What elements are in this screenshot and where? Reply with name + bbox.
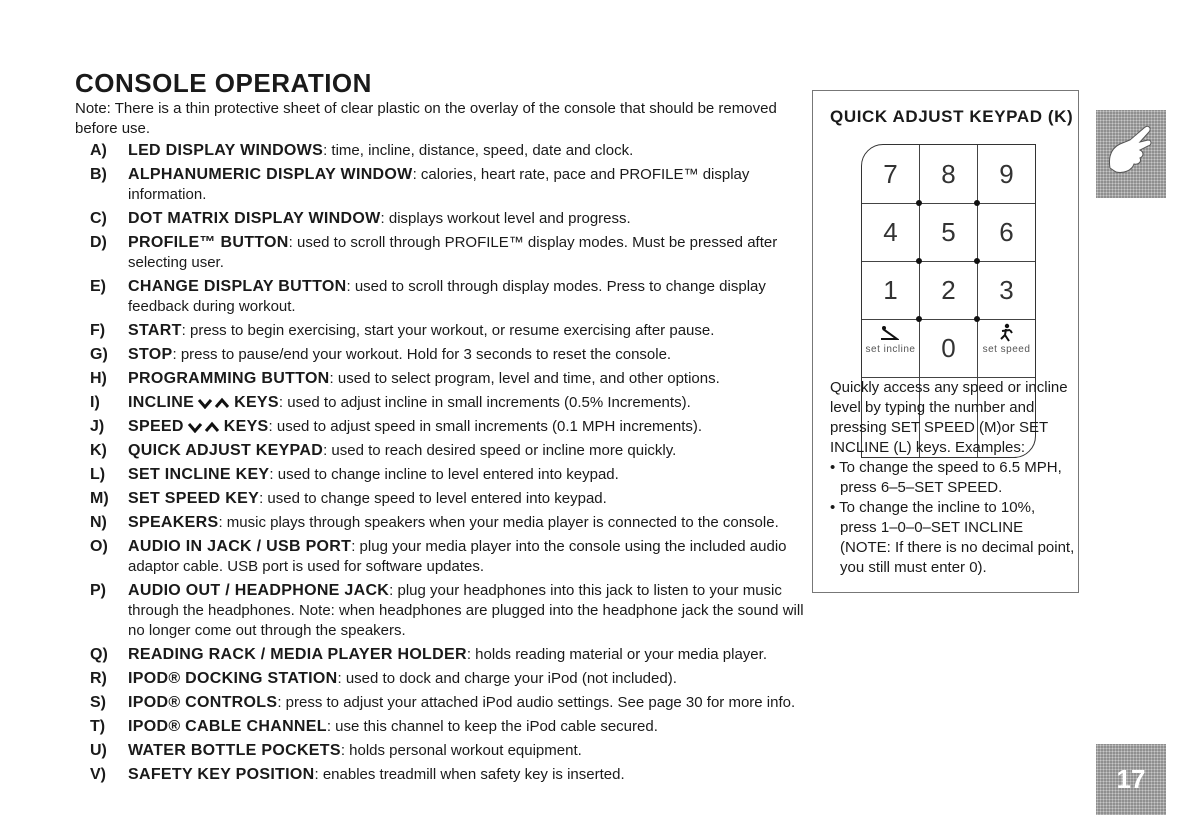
page-number-tab (1096, 744, 1166, 815)
item-description: : used to reach desired speed or incline more quickly. (323, 442, 677, 459)
item-term: WATER BOTTLE POCKETS (128, 742, 341, 759)
list-item (90, 645, 810, 665)
item-letter: I) (90, 394, 100, 411)
list-item (90, 717, 810, 737)
up-down-arrows-icon (197, 397, 231, 409)
item-body (128, 393, 810, 413)
quick-adjust-panel (812, 90, 1079, 593)
list-item (90, 277, 810, 317)
key-2[interactable]: 2 (941, 274, 956, 305)
item-letter: L) (90, 466, 106, 483)
key-7[interactable]: 7 (883, 158, 898, 189)
item-description: : used to scroll through PROFILE™ display modes. Must be pressed after selecting user. (128, 234, 778, 271)
item-term-suffix: KEYS (223, 418, 269, 435)
list-item (90, 369, 810, 389)
section-tab (1096, 110, 1166, 198)
item-body (128, 693, 810, 713)
item-letter: F) (90, 322, 106, 339)
item-body (128, 321, 810, 341)
item-letter: U) (90, 742, 107, 759)
up-down-arrows-icon (187, 421, 221, 433)
item-body (128, 581, 810, 641)
item-term: IPOD® CABLE CHANNEL (128, 718, 327, 735)
item-description: : use this channel to keep the iPod cable secured. (326, 718, 658, 735)
key-0[interactable]: 0 (941, 332, 956, 363)
item-body (128, 277, 810, 317)
item-description: : used to scroll through display modes. Press to change display feedback during workout. (128, 278, 766, 315)
item-letter: T) (90, 718, 106, 735)
item-description: : used to change incline to level entered into keypad. (269, 466, 619, 483)
item-body (128, 209, 810, 229)
item-body (128, 165, 810, 205)
item-letter: P) (90, 582, 106, 599)
key-3[interactable]: 3 (999, 274, 1014, 305)
key-5[interactable]: 5 (941, 216, 956, 247)
list-item (90, 345, 810, 365)
set-incline-key[interactable] (862, 319, 919, 377)
item-term: INCLINE (128, 394, 195, 411)
key-6[interactable]: 6 (999, 216, 1014, 247)
item-body (128, 717, 810, 737)
item-letter: S) (90, 694, 106, 711)
list-item (90, 669, 810, 689)
item-body (128, 441, 810, 461)
item-body (128, 765, 810, 785)
item-body (128, 537, 810, 577)
item-term: ALPHANUMERIC DISPLAY WINDOW (128, 166, 413, 183)
item-term: STOP (128, 346, 173, 363)
item-term: SAFETY KEY POSITION (128, 766, 315, 783)
item-term: IPOD® CONTROLS (128, 694, 278, 711)
item-letter: B) (90, 166, 107, 183)
item-letter: O) (90, 538, 108, 555)
item-term-suffix: KEYS (234, 394, 279, 411)
list-item (90, 233, 810, 273)
key-9[interactable]: 9 (999, 158, 1014, 189)
item-term: IPOD® DOCKING STATION (128, 670, 338, 687)
list-item (90, 537, 810, 577)
item-term: SET SPEED KEY (128, 490, 260, 507)
list-item (90, 741, 810, 761)
item-term: AUDIO IN JACK / USB PORT (128, 538, 352, 555)
item-letter: D) (90, 234, 107, 251)
item-description: : press to adjust your attached iPod audio settings. See page 30 for more info. (277, 694, 796, 711)
note-text: Note: There is a thin protective sheet of clear plastic on the overlay of the console that should be removed before use. (75, 100, 777, 137)
item-description: : press to begin exercising, start your workout, or resume exercising after pause. (181, 322, 715, 339)
item-description: : time, incline, distance, speed, date and clock. (323, 142, 634, 159)
item-description: : used to change speed to level entered into keypad. (259, 490, 607, 507)
item-body (128, 465, 810, 485)
item-letter: G) (90, 346, 108, 363)
item-body (128, 513, 810, 533)
item-letter: K) (90, 442, 107, 459)
example-incline: • To change the incline to 10%, press 1–0–0–SET INCLINE (NOTE: If there is no decimal point, you still must enter 0). (830, 499, 1075, 576)
item-body (128, 141, 810, 161)
item-letter: H) (90, 370, 107, 387)
item-body (128, 669, 810, 689)
key-1[interactable]: 1 (883, 274, 898, 305)
item-letter: E) (90, 278, 106, 295)
item-letter: J) (90, 418, 105, 435)
list-item (90, 141, 810, 161)
item-letter: N) (90, 514, 107, 531)
item-description: : press to pause/end your workout. Hold for 3 seconds to reset the console. (172, 346, 672, 363)
key-8[interactable]: 8 (941, 158, 956, 189)
item-description: : holds personal workout equipment. (340, 742, 582, 759)
item-letter: C) (90, 210, 107, 227)
item-body (128, 489, 810, 509)
description-text: Quickly access any speed or incline level by typing the number and pressing SET SPEED (M)or SET INCLINE (L) keys. Examples: (830, 379, 1068, 456)
list-item (90, 165, 810, 205)
list-item (90, 489, 810, 509)
item-body (128, 417, 810, 437)
item-description: : plug your media player into the console using the included audio adaptor cable. USB port is used for software updates. (128, 538, 787, 575)
runner-icon (998, 323, 1014, 343)
list-item (90, 441, 810, 461)
item-term: QUICK ADJUST KEYPAD (128, 442, 324, 459)
item-term: START (128, 322, 182, 339)
item-letter: V) (90, 766, 106, 783)
panel-title: QUICK ADJUST KEYPAD (K) (830, 107, 1074, 126)
item-body (128, 233, 810, 273)
list-item (90, 765, 810, 785)
page-number: 17 (1116, 764, 1146, 794)
item-term: DOT MATRIX DISPLAY WINDOW (128, 210, 381, 227)
item-body (128, 369, 810, 389)
item-term: SPEAKERS (128, 514, 219, 531)
incline-icon (879, 325, 899, 341)
item-term: PROFILE™ BUTTON (128, 234, 289, 251)
list-item (90, 581, 810, 641)
list-item (90, 393, 810, 413)
item-term: LED DISPLAY WINDOWS (128, 142, 324, 159)
list-item (90, 513, 810, 533)
item-description: : enables treadmill when safety key is inserted. (314, 766, 625, 783)
item-body (128, 741, 810, 761)
page-title: CONSOLE OPERATION (75, 68, 372, 98)
item-description: : displays workout level and progress. (380, 210, 631, 227)
item-letter: R) (90, 670, 107, 687)
set-speed-label: set speed (982, 344, 1031, 355)
list-item (90, 465, 810, 485)
item-letter: Q) (90, 646, 108, 663)
item-description: : used to select program, level and time, and other options. (329, 370, 720, 387)
list-item (90, 321, 810, 341)
item-description: : holds reading material or your media player. (466, 646, 767, 663)
item-description: : used to dock and charge your iPod (not included). (337, 670, 677, 687)
item-term: SPEED (128, 418, 184, 435)
list-item (90, 417, 810, 437)
item-description: : music plays through speakers when your media player is connected to the console. (218, 514, 779, 531)
hand-pointer-icon (1096, 110, 1166, 198)
list-item (90, 209, 810, 229)
item-description: : used to adjust speed in small increments (0.1 MPH increments). (268, 418, 703, 435)
item-letter: A) (90, 142, 107, 159)
item-list (90, 141, 810, 789)
item-description: : used to adjust incline in small increments (0.5% Increments). (278, 394, 691, 411)
item-term: PROGRAMMING BUTTON (128, 370, 330, 387)
panel-description (830, 378, 1075, 578)
item-term: READING RACK / MEDIA PLAYER HOLDER (128, 646, 467, 663)
item-description: : calories, heart rate, pace and PROFILE™ display information. (128, 166, 750, 203)
list-item (90, 693, 810, 713)
key-4[interactable]: 4 (883, 216, 898, 247)
item-body (128, 345, 810, 365)
item-letter: M) (90, 490, 109, 507)
item-body (128, 645, 810, 665)
item-description: : plug your headphones into this jack to listen to your music through the headphones. Note: when headphones are plugged into the headphone jack the sound will no longer come out through the speakers. (128, 582, 804, 639)
set-incline-label: set incline (865, 344, 916, 355)
item-term: SET INCLINE KEY (128, 466, 270, 483)
item-term: CHANGE DISPLAY BUTTON (128, 278, 347, 295)
example-speed: • To change the speed to 6.5 MPH, press 6–5–SET SPEED. (830, 459, 1062, 496)
item-term: AUDIO OUT / HEADPHONE JACK (128, 582, 390, 599)
set-speed-key[interactable] (978, 319, 1035, 377)
